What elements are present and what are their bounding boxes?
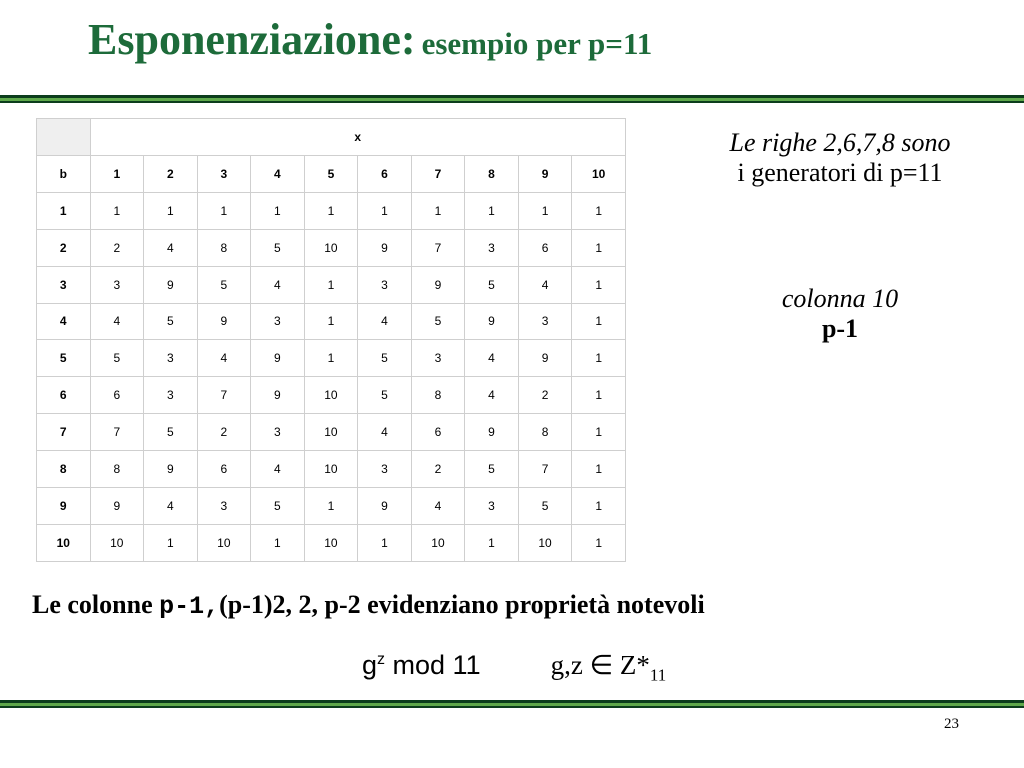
table-cell: 4 — [251, 266, 305, 303]
row-label: 8 — [37, 451, 91, 488]
table-row — [37, 192, 626, 229]
table-cell: 9 — [358, 488, 412, 525]
table-cell: 2 — [518, 377, 572, 414]
row-label: 10 — [37, 524, 91, 561]
table-cell: 6 — [197, 451, 251, 488]
table-row — [37, 451, 626, 488]
table-row — [37, 303, 626, 340]
table-cell: 1 — [572, 414, 626, 451]
formula-set — [550, 650, 667, 685]
table-cell: 3 — [197, 488, 251, 525]
table-cell: 3 — [465, 229, 519, 266]
title-main: Esponenziazione: — [88, 15, 416, 64]
table-cell: 9 — [144, 266, 198, 303]
row-label: 9 — [37, 488, 91, 525]
table-corner-cell — [37, 119, 91, 156]
formula-power — [362, 650, 481, 680]
table-cell: 5 — [90, 340, 144, 377]
table-cell: 1 — [572, 451, 626, 488]
table-cell: 7 — [90, 414, 144, 451]
page-number: 23 — [944, 716, 959, 732]
table-row — [37, 414, 626, 451]
table-cell: 2 — [197, 414, 251, 451]
table-cell: 5 — [144, 303, 198, 340]
table-cell: 1 — [572, 340, 626, 377]
table-cell: 9 — [358, 229, 412, 266]
table-cell: 1 — [572, 192, 626, 229]
table-cell: 2 — [90, 229, 144, 266]
table-cell: 4 — [465, 340, 519, 377]
table-column-header-row — [37, 155, 626, 192]
table-cell: 1 — [572, 303, 626, 340]
table-cell: 8 — [411, 377, 465, 414]
table-cell: 10 — [304, 524, 358, 561]
table-cell: 1 — [572, 524, 626, 561]
table-cell: 10 — [304, 414, 358, 451]
row-label: 4 — [37, 303, 91, 340]
table-cell: 9 — [251, 377, 305, 414]
table-cell: 5 — [358, 377, 412, 414]
column-header: 2 — [144, 155, 198, 192]
table-cell: 5 — [251, 229, 305, 266]
table-cell: 7 — [197, 377, 251, 414]
generators-note — [690, 128, 990, 188]
table-cell: 4 — [144, 229, 198, 266]
table-cell: 2 — [411, 451, 465, 488]
table-cell: 7 — [411, 229, 465, 266]
table-cell: 1 — [304, 340, 358, 377]
table-cell: 10 — [197, 524, 251, 561]
table-cell: 5 — [358, 340, 412, 377]
table-cell: 1 — [572, 229, 626, 266]
table-cell: 5 — [144, 414, 198, 451]
column-header: 4 — [251, 155, 305, 192]
column-note-line2: p-1 — [821, 314, 859, 343]
table-cell: 8 — [197, 229, 251, 266]
column-header: 10 — [572, 155, 626, 192]
table-cell: 3 — [358, 451, 412, 488]
columns-statement-suffix: (p-1)2, 2, p-2 evidenziano proprietà notevoli — [219, 590, 705, 619]
table-cell: 1 — [304, 303, 358, 340]
b-header: b — [37, 155, 91, 192]
table-cell: 10 — [518, 524, 572, 561]
table-cell: 5 — [251, 488, 305, 525]
column-header: 3 — [197, 155, 251, 192]
table-cell: 1 — [518, 192, 572, 229]
column-header: 5 — [304, 155, 358, 192]
table-cell: 4 — [251, 451, 305, 488]
table-cell: 6 — [90, 377, 144, 414]
table-cell: 9 — [465, 303, 519, 340]
table-cell: 9 — [465, 414, 519, 451]
table-cell: 4 — [358, 303, 412, 340]
table-cell: 10 — [90, 524, 144, 561]
table-row — [37, 488, 626, 525]
table-cell: 8 — [90, 451, 144, 488]
column-note-line1: colonna 10 — [781, 284, 899, 313]
columns-statement-prefix: Le colonne — [32, 590, 160, 619]
formula-base: g — [362, 650, 378, 680]
table-cell: 4 — [411, 488, 465, 525]
columns-statement-code: p-1, — [159, 592, 220, 621]
row-label: 2 — [37, 229, 91, 266]
row-label: 5 — [37, 340, 91, 377]
title-subtitle: esempio per p=11 — [421, 26, 653, 61]
table-cell: 1 — [144, 192, 198, 229]
table-cell: 10 — [411, 524, 465, 561]
table-cell: 3 — [144, 340, 198, 377]
table-cell: 1 — [251, 192, 305, 229]
top-divider — [0, 95, 1024, 103]
table-cell: 9 — [90, 488, 144, 525]
column-note — [690, 284, 990, 344]
table-row — [37, 524, 626, 561]
table-cell: 3 — [90, 266, 144, 303]
formula-set-subscript: 11 — [649, 665, 667, 685]
table-cell: 1 — [304, 266, 358, 303]
table-cell: 5 — [197, 266, 251, 303]
table-cell: 1 — [358, 524, 412, 561]
table-cell: 4 — [358, 414, 412, 451]
table-cell: 3 — [518, 303, 572, 340]
table-row — [37, 377, 626, 414]
table-cell: 8 — [518, 414, 572, 451]
slide-title — [88, 14, 652, 65]
table-cell: 9 — [197, 303, 251, 340]
table-cell: 1 — [465, 524, 519, 561]
table-cell: 10 — [304, 229, 358, 266]
table-cell: 1 — [304, 488, 358, 525]
exponentiation-table — [36, 118, 626, 562]
table-cell: 1 — [572, 377, 626, 414]
table-cell: 1 — [465, 192, 519, 229]
table-cell: 1 — [572, 488, 626, 525]
table-cell: 4 — [197, 340, 251, 377]
table-cell: 5 — [518, 488, 572, 525]
row-label: 7 — [37, 414, 91, 451]
row-label: 6 — [37, 377, 91, 414]
table-cell: 9 — [144, 451, 198, 488]
row-label: 1 — [37, 192, 91, 229]
table-cell: 3 — [411, 340, 465, 377]
table-cell: 10 — [304, 377, 358, 414]
column-header: 1 — [90, 155, 144, 192]
table-cell: 6 — [518, 229, 572, 266]
table-cell: 1 — [411, 192, 465, 229]
table-cell: 1 — [358, 192, 412, 229]
table-cell: 1 — [572, 266, 626, 303]
table-cell: 5 — [465, 266, 519, 303]
column-header: 6 — [358, 155, 412, 192]
table-cell: 4 — [144, 488, 198, 525]
table-cell: 1 — [197, 192, 251, 229]
table-cell: 10 — [304, 451, 358, 488]
table-cell: 3 — [144, 377, 198, 414]
table-cell: 6 — [411, 414, 465, 451]
table-cell: 4 — [518, 266, 572, 303]
table-cell: 9 — [411, 266, 465, 303]
table-row — [37, 340, 626, 377]
column-header: 9 — [518, 155, 572, 192]
table-header-row — [37, 119, 626, 156]
table-cell: 1 — [90, 192, 144, 229]
column-header: 7 — [411, 155, 465, 192]
table-cell: 4 — [90, 303, 144, 340]
x-header: x — [90, 119, 625, 156]
table-cell: 7 — [518, 451, 572, 488]
formula-set-text: g,z ∈ Z* — [550, 650, 650, 680]
table-row — [37, 266, 626, 303]
table-cell: 9 — [251, 340, 305, 377]
table-cell: 9 — [518, 340, 572, 377]
table-cell: 1 — [304, 192, 358, 229]
formula — [362, 650, 667, 685]
table-cell: 3 — [251, 303, 305, 340]
table-cell: 5 — [465, 451, 519, 488]
formula-mod: mod 11 — [385, 650, 481, 680]
column-header: 8 — [465, 155, 519, 192]
table-cell: 3 — [358, 266, 412, 303]
table-cell: 5 — [411, 303, 465, 340]
table-cell: 3 — [465, 488, 519, 525]
row-label: 3 — [37, 266, 91, 303]
table-cell: 3 — [251, 414, 305, 451]
columns-statement — [32, 590, 705, 621]
formula-exponent: z — [377, 651, 386, 668]
bottom-divider — [0, 700, 1024, 708]
table-row — [37, 229, 626, 266]
generators-note-line1: Le righe 2,6,7,8 sono — [729, 128, 951, 157]
table-cell: 1 — [251, 524, 305, 561]
generators-note-line2: i generatori di p=11 — [737, 158, 943, 187]
table-cell: 1 — [144, 524, 198, 561]
table-cell: 4 — [465, 377, 519, 414]
